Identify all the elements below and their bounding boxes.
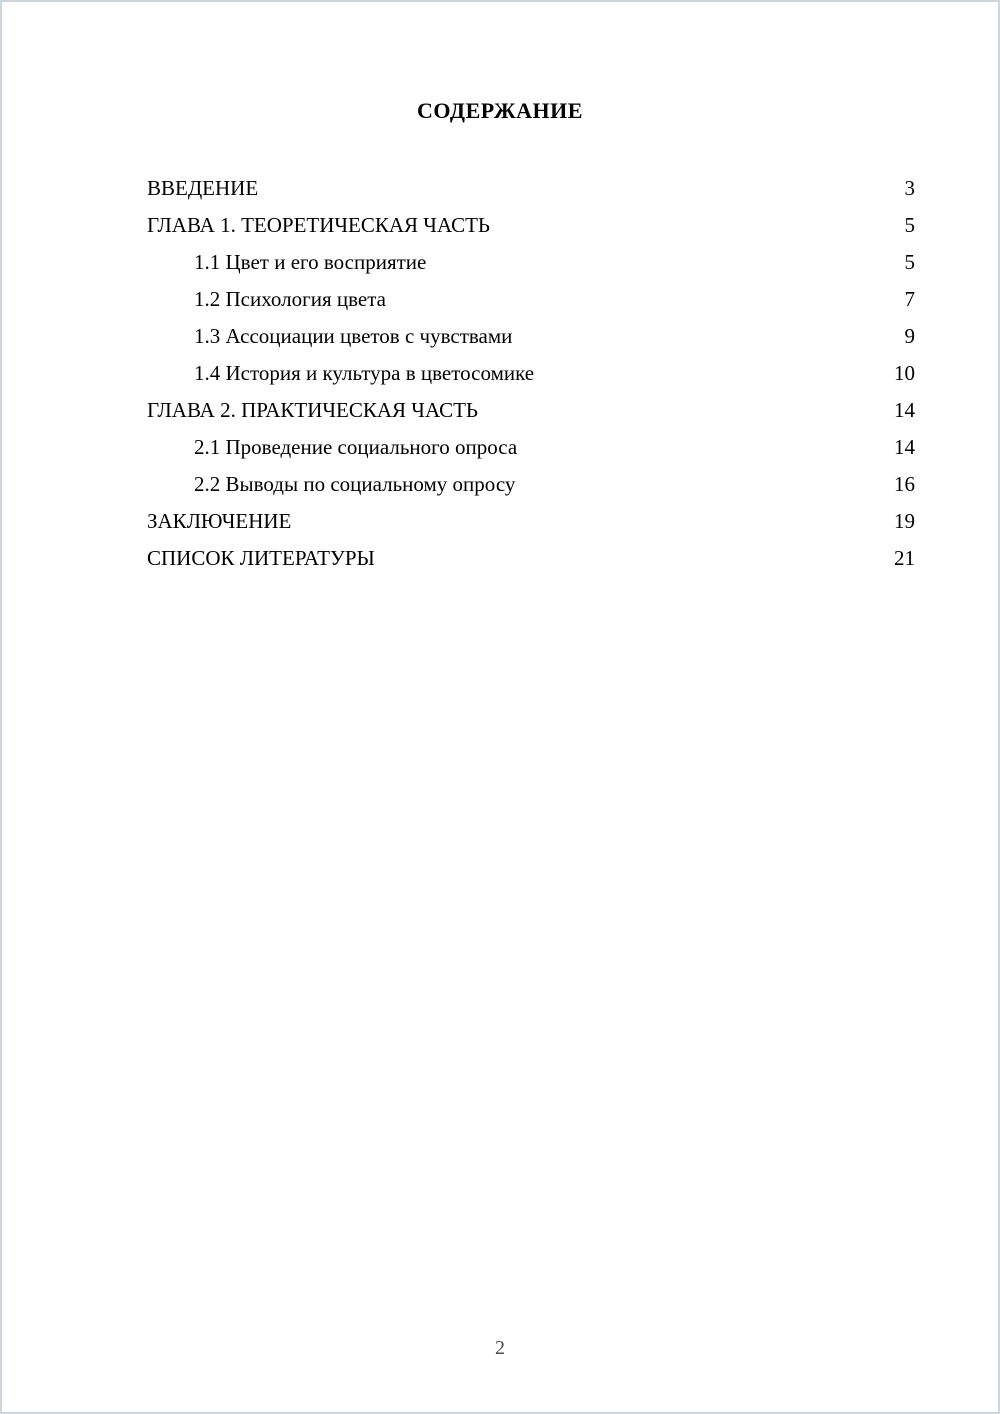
toc-entry-page: 14 <box>894 398 915 422</box>
toc-entry-label: 1.4 История и культура в цветосомике <box>194 361 535 385</box>
toc-entry-label: СПИСОК ЛИТЕРАТУРЫ <box>147 546 375 570</box>
toc-entry-page: 10 <box>894 361 915 385</box>
toc-entry <box>147 281 915 318</box>
toc-entry <box>147 355 915 392</box>
toc-entry-page: 5 <box>904 213 915 237</box>
table-of-contents <box>147 170 915 577</box>
toc-entry-page: 3 <box>904 176 915 200</box>
toc-entry-page: 5 <box>904 250 915 274</box>
toc-entry-label: 1.2 Психология цвета <box>194 287 386 311</box>
toc-entry <box>147 540 915 577</box>
toc-entry-label: 1.1 Цвет и его восприятие <box>194 250 427 274</box>
toc-entry-label: ГЛАВА 2. ПРАКТИЧЕСКАЯ ЧАСТЬ <box>147 398 478 422</box>
toc-entry <box>147 429 915 466</box>
toc-entry <box>147 244 915 281</box>
toc-entry-label: 1.3 Ассоциации цветов с чувствами <box>194 324 513 348</box>
toc-entry-label: ВВЕДЕНИЕ <box>147 176 259 200</box>
toc-entry-page: 14 <box>894 435 915 459</box>
toc-entry-label: 2.1 Проведение социального опроса <box>194 435 518 459</box>
toc-entry-label: ГЛАВА 1. ТЕОРЕТИЧЕСКАЯ ЧАСТЬ <box>147 213 490 237</box>
page-number: 2 <box>495 1337 505 1359</box>
toc-entry-page: 9 <box>904 324 915 348</box>
toc-entry-label: ЗАКЛЮЧЕНИЕ <box>147 509 292 533</box>
toc-entry <box>147 318 915 355</box>
toc-entry <box>147 466 915 503</box>
toc-entry-label: 2.2 Выводы по социальному опросу <box>194 472 516 496</box>
toc-entry <box>147 392 915 429</box>
toc-entry <box>147 503 915 540</box>
toc-entry-page: 21 <box>894 546 915 570</box>
page-title: СОДЕРЖАНИЕ <box>417 98 583 123</box>
toc-entry <box>147 207 915 244</box>
toc-entry-page: 7 <box>904 287 915 311</box>
toc-entry-page: 19 <box>894 509 915 533</box>
toc-entry <box>147 170 915 207</box>
toc-entry-page: 16 <box>894 472 915 496</box>
